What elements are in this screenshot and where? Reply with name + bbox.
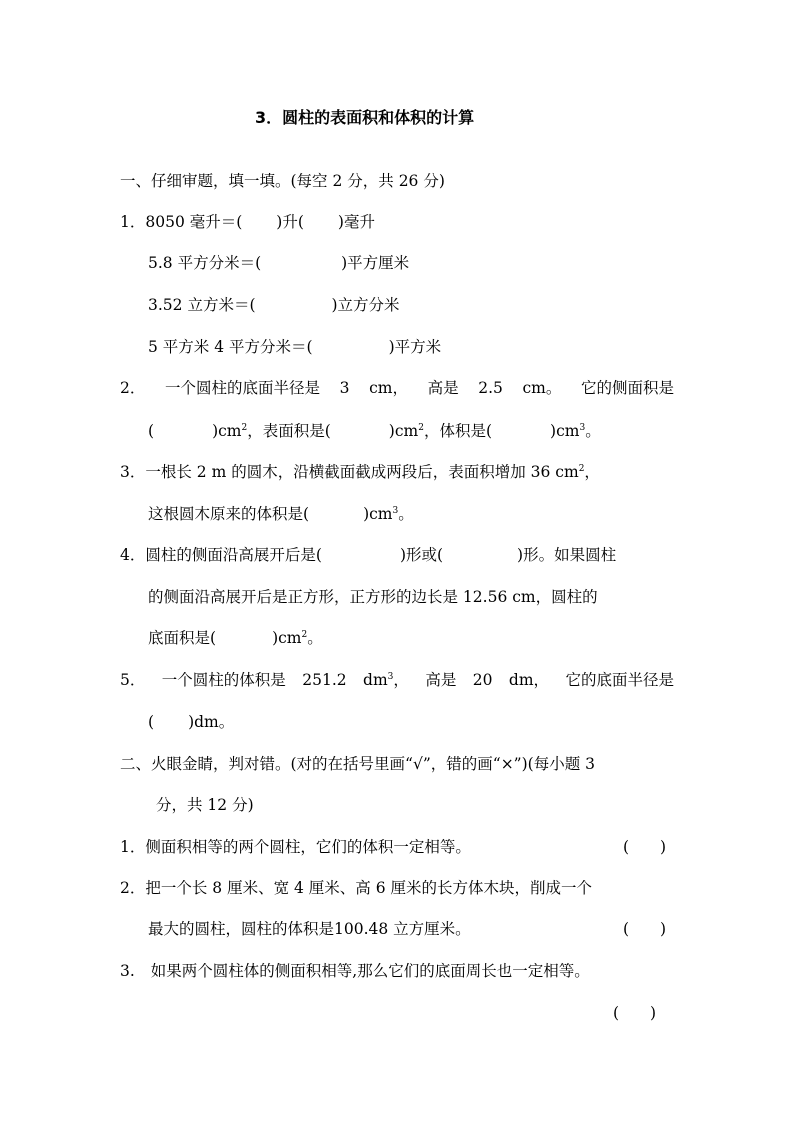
tf-q1-number: 1． bbox=[120, 838, 146, 856]
q5-l2a: ( bbox=[148, 713, 155, 731]
q3-l2a: 这根圆木原来的体积是( bbox=[148, 505, 310, 523]
q2-word: 2.5 bbox=[478, 379, 503, 397]
q2-word: 它的侧面积是 bbox=[580, 379, 674, 397]
q1-l3a: 3.52 立方米＝( bbox=[148, 296, 256, 314]
q5-number: 5． bbox=[120, 671, 146, 689]
q4-line-3 bbox=[148, 627, 323, 649]
tf-q2-line-2: 最大的圆柱，圆柱的体积是100.48 立方厘米。 bbox=[148, 920, 471, 938]
q4-l1a: 圆柱的侧面沿高展开后是( bbox=[145, 546, 322, 564]
q5-word: 20 bbox=[472, 671, 493, 689]
tf-q3-answer-box[interactable]: ( ) bbox=[613, 1004, 657, 1022]
q5-word: 一个圆柱的体积是 bbox=[161, 671, 286, 689]
q1-l1c: )毫升 bbox=[337, 213, 375, 231]
superscript: 2 bbox=[578, 463, 585, 474]
q2-l2d: )cm bbox=[388, 422, 419, 440]
q4-line-1 bbox=[120, 544, 616, 566]
q3-l1end: ， bbox=[584, 463, 600, 481]
q1-line-1 bbox=[120, 211, 375, 233]
q1-l3b: )立方分米 bbox=[331, 296, 400, 314]
tf-q3-text: 如果两个圆柱体的侧面积相等,那么它们的底面周长也一定相等。 bbox=[150, 962, 590, 980]
q1-number: 1． bbox=[120, 213, 146, 231]
q4-number: 4． bbox=[120, 546, 146, 564]
q5-word: dm， bbox=[508, 671, 550, 689]
q1-l2a: 5.8 平方分米＝( bbox=[148, 254, 262, 272]
superscript: 3 bbox=[387, 671, 394, 682]
tf-q3-number: 3. bbox=[120, 962, 135, 980]
q3-line-1 bbox=[120, 461, 600, 483]
tf-q2-answer-box[interactable]: ( ) bbox=[623, 920, 667, 938]
q4-l3a: 底面积是( bbox=[148, 629, 217, 647]
q4-l3b: )cm bbox=[272, 629, 302, 647]
q1-l1b: )升( bbox=[276, 213, 304, 231]
tf-q2-number: 2． bbox=[120, 879, 146, 897]
q3-l2b: )cm bbox=[363, 505, 393, 523]
superscript: 3 bbox=[579, 422, 586, 433]
tf-q3 bbox=[120, 960, 590, 982]
q2-word: 3 bbox=[339, 379, 350, 397]
q4-l1b: )形或( bbox=[399, 546, 444, 564]
q1-l4b: )平方米 bbox=[388, 338, 442, 356]
q4-l1c: )形。如果圆柱 bbox=[517, 546, 617, 564]
q2-line-2 bbox=[148, 420, 601, 442]
q2-word: cm， bbox=[369, 379, 408, 397]
section-2-heading-line-2: 分，共 12 分) bbox=[156, 796, 254, 814]
tf-q1-text: 侧面积相等的两个圆柱，它们的体积一定相等。 bbox=[145, 838, 471, 856]
q5-unit bbox=[363, 669, 409, 691]
tf-q1-answer-box[interactable]: ( ) bbox=[623, 838, 667, 856]
q2-line-1 bbox=[120, 377, 674, 399]
q5-line-1 bbox=[120, 669, 674, 691]
q1-line-4 bbox=[148, 336, 441, 358]
q2-word: 一个圆柱的底面半径是 bbox=[164, 379, 320, 397]
q2-l2b: )cm bbox=[212, 422, 242, 440]
q3-l2c: 。 bbox=[398, 505, 414, 523]
superscript: 2 bbox=[241, 422, 248, 433]
q2-l2a: ( bbox=[148, 422, 155, 440]
q1-line-2 bbox=[148, 252, 409, 274]
q1-line-3 bbox=[148, 294, 400, 316]
superscript: 3 bbox=[392, 505, 399, 516]
tf-q2-line-1 bbox=[120, 877, 592, 899]
q1-l4a: 5 平方米 4 平方分米＝( bbox=[148, 338, 313, 356]
q2-l2g: 。 bbox=[585, 422, 601, 440]
q2-l2e: ，体积是( bbox=[423, 422, 493, 440]
q3-number: 3． bbox=[120, 463, 146, 481]
tf-q1 bbox=[120, 836, 471, 858]
page-title: 3．圆柱的表面积和体积的计算 bbox=[255, 108, 475, 127]
q5-line-2 bbox=[148, 711, 234, 733]
section-1-heading: 一、仔细审题，填一填。(每空 2 分，共 26 分) bbox=[120, 172, 445, 190]
q5-word: 它的底面半径是 bbox=[565, 671, 674, 689]
q5-word: dm bbox=[363, 671, 388, 689]
q2-word: cm。 bbox=[522, 379, 562, 397]
tf-q2-l1: 把一个长 8 厘米、宽 4 厘米、高 6 厘米的长方体木块，削成一个 bbox=[145, 879, 593, 897]
q4-l3c: 。 bbox=[307, 629, 323, 647]
q3-line-2 bbox=[148, 503, 414, 525]
q1-l2b: )平方厘米 bbox=[341, 254, 410, 272]
q5-word: ， bbox=[393, 671, 409, 689]
q2-l2f: )cm bbox=[550, 422, 580, 440]
q4-line-2: 的侧面沿高展开后是正方形，正方形的边长是 12.56 cm，圆柱的 bbox=[148, 588, 598, 606]
q3-l1: 一根长 2 m 的圆木，沿横截面截成两段后，表面积增加 36 cm bbox=[145, 463, 579, 481]
superscript: 2 bbox=[301, 629, 308, 640]
q2-word: 高是 bbox=[427, 379, 459, 397]
q1-l1a: 8050 毫升＝( bbox=[145, 213, 243, 231]
section-2-heading-line-1: 二、火眼金睛，判对错。(对的在括号里画“√”，错的画“×”)(每小题 3 bbox=[120, 755, 595, 773]
superscript: 2 bbox=[418, 422, 424, 433]
q5-word: 高是 bbox=[425, 671, 457, 689]
q5-word: 251.2 bbox=[302, 671, 347, 689]
q5-l2b: )dm。 bbox=[188, 713, 235, 731]
q2-number: 2． bbox=[120, 379, 146, 397]
q2-l2c: ，表面积是( bbox=[247, 422, 331, 440]
